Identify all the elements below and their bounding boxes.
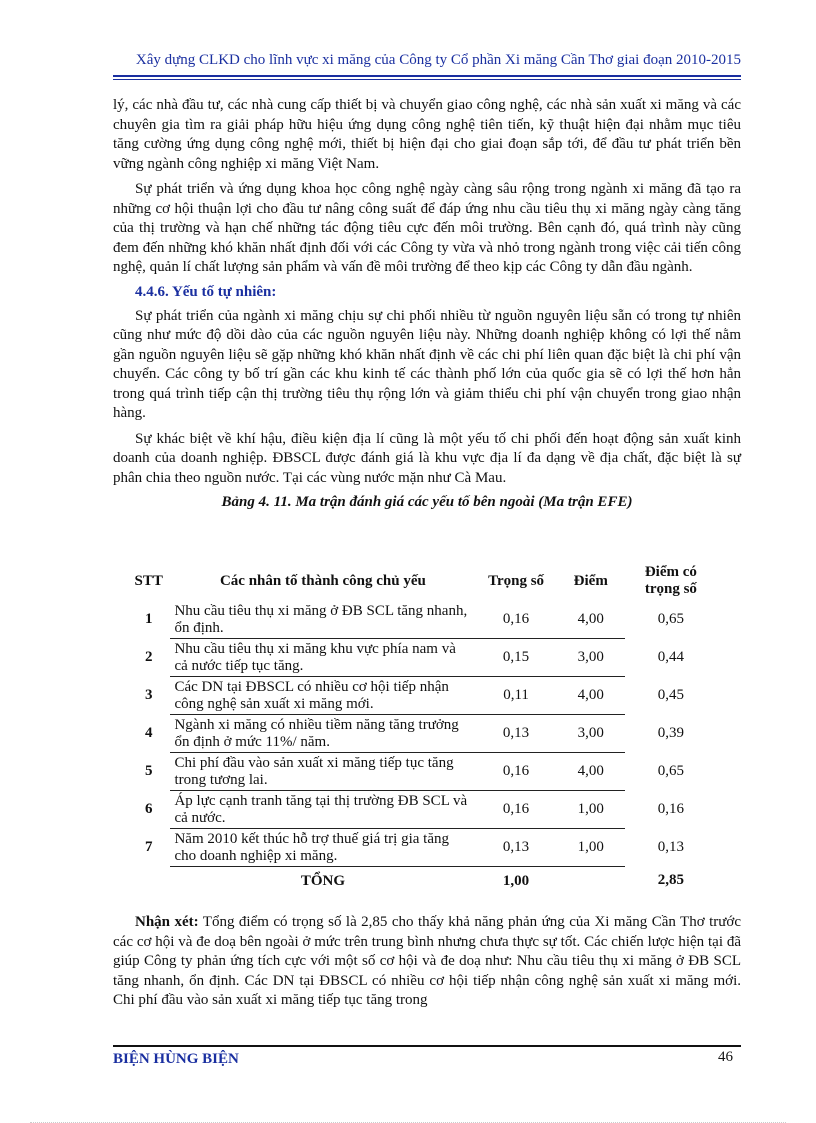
table-row (127, 715, 717, 753)
cell-weighted: 0,16 (657, 801, 684, 817)
total-label: TỔNG (300, 872, 345, 889)
total-weight: 1,00 (502, 872, 530, 889)
footer-author: BIỆN HÙNG BIỆN (113, 1051, 239, 1067)
cell-weight: 0,11 (475, 677, 556, 715)
header-factor: Các nhân tố thành công chủ yếu (219, 572, 426, 589)
section-heading: 4.4.6. Yếu tố tự nhiên: (135, 283, 277, 300)
footer-rule (113, 1045, 741, 1047)
cell-stt: 6 (144, 801, 153, 817)
cell-stt: 1 (144, 611, 153, 628)
header-score: Điểm (573, 572, 608, 589)
header-weight: Trọng số (488, 572, 545, 589)
cell-stt: 7 (144, 839, 153, 855)
cell-weighted: 0,44 (657, 649, 684, 665)
total-row (127, 867, 717, 896)
table-row (127, 753, 717, 791)
efe-matrix-table (127, 561, 717, 895)
page-number: 46 (718, 1049, 733, 1065)
cell-score: 3,00 (557, 715, 625, 753)
cell-score: 3,00 (557, 639, 625, 677)
cell-factor: Năm 2010 kết thúc hỗ trợ thuế giá trị gia tăng cho doanh nghiệp xi măng. (170, 829, 475, 867)
total-weighted: 2,85 (657, 872, 684, 889)
cell-weight: 0,13 (475, 715, 556, 753)
remark-text: Tổng điểm có trọng số là 2,85 cho thấy khả năng phản ứng của Xi măng Cần Thơ trước các cơ hội và đe doạ bên ngoài ở mức trên trung bình nhưng chưa thực sự tốt. Các chiến lược hiện tại đã giúp Công ty phản ứng tích cực với một số cơ hội và đe doạ như: Nhu cầu tiêu thụ xi măng ở ĐB SCL tăng nhanh, ổn định. Các DN tại ĐBSCL có nhiều cơ hội tiếp nhận công nghệ sản xuất xi măng mới. Chi phí đầu vào sản xuất xi măng tiếp tục tăng trong (113, 914, 741, 1008)
remark-paragraph (113, 913, 741, 1011)
paragraph: Sự phát triển và ứng dụng khoa học công nghệ ngày càng sâu rộng trong ngành xi măng đã tạo ra những cơ hội thuận lợi cho đầu tư nâng công suất để đáp ứng nhu cầu tiêu thụ xi măng ngày càng tăng của thị trường và hạn chế những tác động tiêu cực đến môi trường. Bên cạnh đó, quá trình này cũng đem đến những khó khăn nhất định đối với các Công ty vừa và nhỏ trong ngành trong việc cải tiến công nghệ, quản lí chất lượng sản phẩm và vấn đề môi trường để theo kịp các Công ty dẫn đầu ngành. (113, 181, 741, 275)
cell-stt: 4 (144, 725, 153, 741)
page-header: Xây dựng CLKD cho lĩnh vực xi măng của Công ty Cổ phần Xi măng Cần Thơ giai đoạn 2010-2015 (135, 52, 741, 68)
header-stt: STT (134, 572, 163, 589)
cell-weighted: 0,65 (657, 763, 684, 779)
paragraph: Sự phát triển của ngành xi măng chịu sự chi phối nhiều từ nguồn nguyên liệu sẵn có trong tự nhiên cũng như mức độ dồi dào của các nguồn nguyên liệu này. Những doanh nghiệp không có lợi thế nằm gần nguồn nguyên liệu sẽ gặp những khó khăn nhất định về các chi phí liên quan đặc biệt là chi phí vận chuyển. Các công ty bố trí gần các khu kinh tế các thành phố lớn của quốc gia sẽ có lợi thế hơn hẳn trong quá trình tiếp cận thị trường tiêu thụ rộng lớn và giảm thiểu chi phí vận chuyển trong giao nhận hàng. (113, 307, 741, 421)
cell-factor: Chi phí đầu vào sản xuất xi măng tiếp tục tăng trong tương lai. (170, 753, 475, 791)
cell-factor: Nhu cầu tiêu thụ xi măng khu vực phía nam và cả nước tiếp tục tăng. (170, 639, 475, 677)
cell-factor: Áp lực cạnh tranh tăng tại thị trường ĐB SCL và cả nước. (170, 791, 475, 829)
table-row (127, 677, 717, 715)
cell-stt: 5 (144, 763, 153, 779)
cell-weighted: 0,45 (657, 687, 684, 703)
cell-score: 4,00 (557, 677, 625, 715)
cell-weighted: 0,39 (657, 725, 684, 741)
table-row (127, 791, 717, 829)
cell-weighted: 0,13 (657, 839, 684, 855)
cell-score: 4,00 (557, 601, 625, 639)
paragraph: lý, các nhà đầu tư, các nhà cung cấp thiết bị và chuyển giao công nghệ, các nhà sản xuất xi măng và các chuyên gia tìm ra giải pháp hữu hiệu ứng dụng công nghệ tiên tiến, kỹ thuật hiện đại nhằm mục tiêu tăng cường ứng dụng công nghệ mới, thiết bị hiện đại cho giai đoạn sắp tới, để đầu tư phát triển bền vững ngành công nghiệp xi măng Việt Nam. (113, 97, 741, 172)
cell-weight: 0,16 (475, 791, 556, 829)
cell-factor: Nhu cầu tiêu thụ xi măng ở ĐB SCL tăng nhanh, ổn định. (170, 601, 475, 639)
table-caption: Bảng 4. 11. Ma trận đánh giá các yếu tố bên ngoài (Ma trận EFE) (221, 494, 633, 510)
cell-score: 1,00 (557, 791, 625, 829)
paragraph: Sự khác biệt về khí hậu, điều kiện địa lí cũng là một yếu tố chi phối đến hoạt động sản xuất kinh doanh của doanh nghiệp. ĐBSCL được đánh giá là khu vực địa lí đa dạng về địa chất, đặc biệt là sự phân chia theo nguồn nước. Tại các vùng nước mặn như Cà Mau. (113, 430, 741, 486)
cell-weight: 0,16 (475, 601, 556, 639)
table-row (127, 639, 717, 677)
cell-weighted: 0,65 (657, 611, 684, 628)
cell-factor: Các DN tại ĐBSCL có nhiều cơ hội tiếp nhận công nghệ sản xuất xi măng mới. (170, 677, 475, 715)
cell-weight: 0,16 (475, 753, 556, 791)
cell-stt: 2 (144, 649, 153, 665)
remark-label: Nhận xét: (135, 914, 199, 930)
header-weighted-score: Điểm có trọng số (644, 564, 697, 597)
table-row (127, 601, 717, 639)
cell-score: 4,00 (557, 753, 625, 791)
cell-weight: 0,15 (475, 639, 556, 677)
cell-score: 1,00 (557, 829, 625, 867)
table-row (127, 829, 717, 867)
cell-stt: 3 (144, 687, 153, 703)
cell-weight: 0,13 (475, 829, 556, 867)
document-body (113, 96, 741, 1017)
cell-factor: Ngành xi măng có nhiều tiềm năng tăng trưởng ổn định ở mức 11%/ năm. (170, 715, 475, 753)
